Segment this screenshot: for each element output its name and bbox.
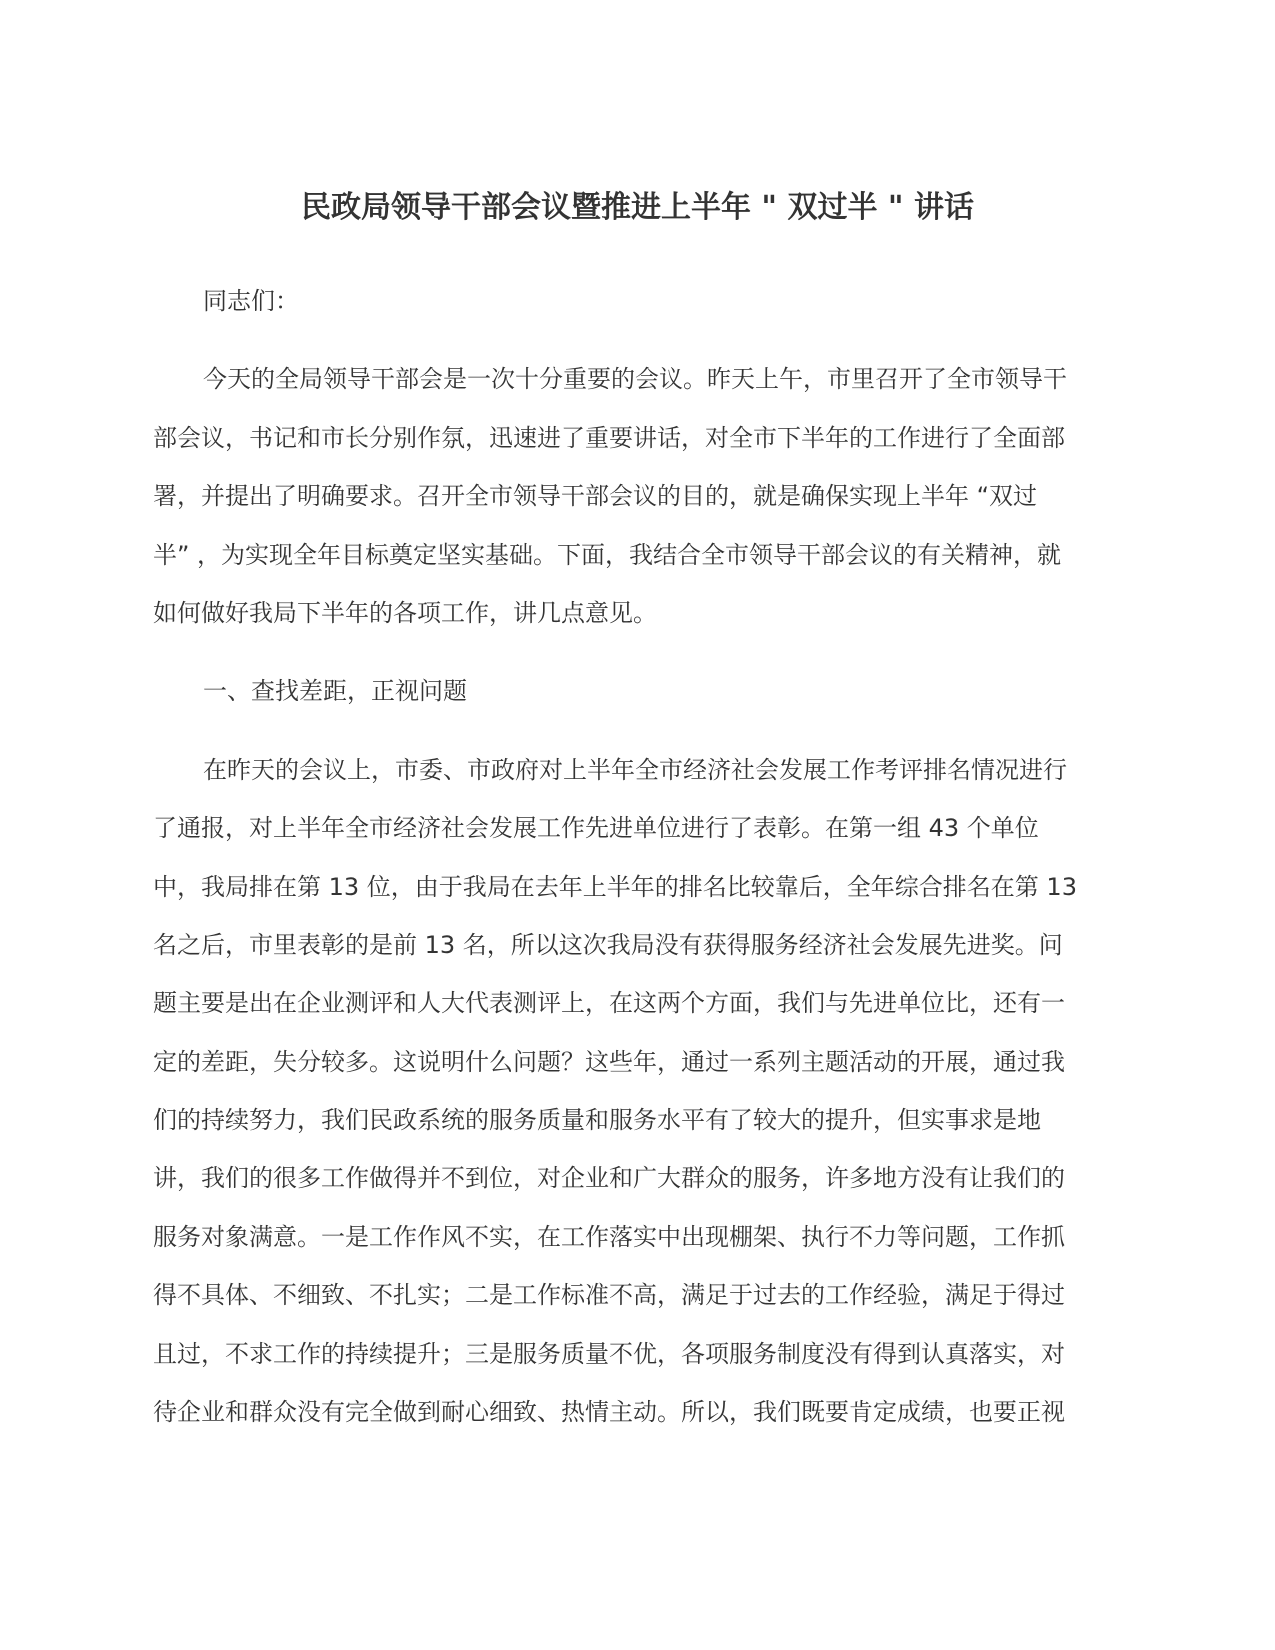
paragraph-line: 署，并提出了明确要求。召开全市领导干部会议的目的，就是确保实现上半年 “双过 [153, 482, 1038, 511]
paragraph-line: 得不具体、不细致、不扎实；二是工作标准不高，满足于过去的工作经验，满足于得过 [153, 1281, 1065, 1310]
paragraph-line: 且过，不求工作的持续提升；三是服务质量不优，各项服务制度没有得到认真落实，对 [153, 1339, 1065, 1368]
paragraph-section-one [153, 741, 1111, 1442]
salutation: 同志们： [203, 287, 299, 315]
paragraph-gap [153, 721, 1111, 741]
section-heading: 一、查找差距，正视问题 [203, 677, 467, 706]
paragraph-gap [153, 330, 1111, 350]
paragraph-line: 在昨天的会议上，市委、市政府对上半年全市经济社会发展工作考评排名情况进行 [203, 755, 1067, 784]
paragraph-line: 今天的全局领导干部会是一次十分重要的会议。昨天上午，市里召开了全市领导干 [203, 365, 1067, 394]
paragraph-line: 部会议，书记和市长分别作氛，迅速进了重要讲话，对全市下半年的工作进行了全面部 [153, 423, 1065, 452]
paragraph-line: 如何做好我局下半年的各项工作，讲几点意见。 [153, 598, 657, 627]
document-title: 民政局领导干部会议暨推进上半年 " 双过半 " 讲话 [300, 190, 975, 225]
paragraph-line: 们的持续努力，我们民政系统的服务质量和服务水平有了较大的提升，但实事求是地 [153, 1106, 1041, 1135]
paragraph-line: 了通报，对上半年全市经济社会发展工作先进单位进行了表彰。在第一组 43 个单位 [153, 814, 1039, 843]
paragraph-intro [153, 350, 1111, 642]
paragraph-line: 名之后，市里表彰的是前 13 名，所以这次我局没有获得服务经济社会发展先进奖。问 [153, 930, 1063, 959]
paragraph-line: 定的差距，失分较多。这说明什么问题？这些年，通过一系列主题活动的开展，通过我 [153, 1047, 1065, 1076]
paragraph-line: 半” ，为实现全年目标奠定坚实基础。下面，我结合全市领导干部会议的有关精神，就 [153, 540, 1062, 569]
paragraph-line: 题主要是出在企业测评和人大代表测评上，在这两个方面，我们与先进单位比，还有一 [153, 989, 1065, 1018]
paragraph-line: 服务对象满意。一是工作作风不实，在工作落实中出现棚架、执行不力等问题，工作抓 [153, 1222, 1065, 1251]
paragraph-line: 中，我局排在第 13 位，由于我局在去年上半年的排名比较靠后，全年综合排名在第 13 [153, 872, 1077, 901]
document-body [153, 272, 1111, 1441]
paragraph-line: 讲，我们的很多工作做得并不到位，对企业和广大群众的服务，许多地方没有让我们的 [153, 1164, 1065, 1193]
paragraph-gap [153, 642, 1111, 662]
paragraph-line: 待企业和群众没有完全做到耐心细致、热情主动。所以，我们既要肯定成绩，也要正视 [153, 1398, 1065, 1427]
